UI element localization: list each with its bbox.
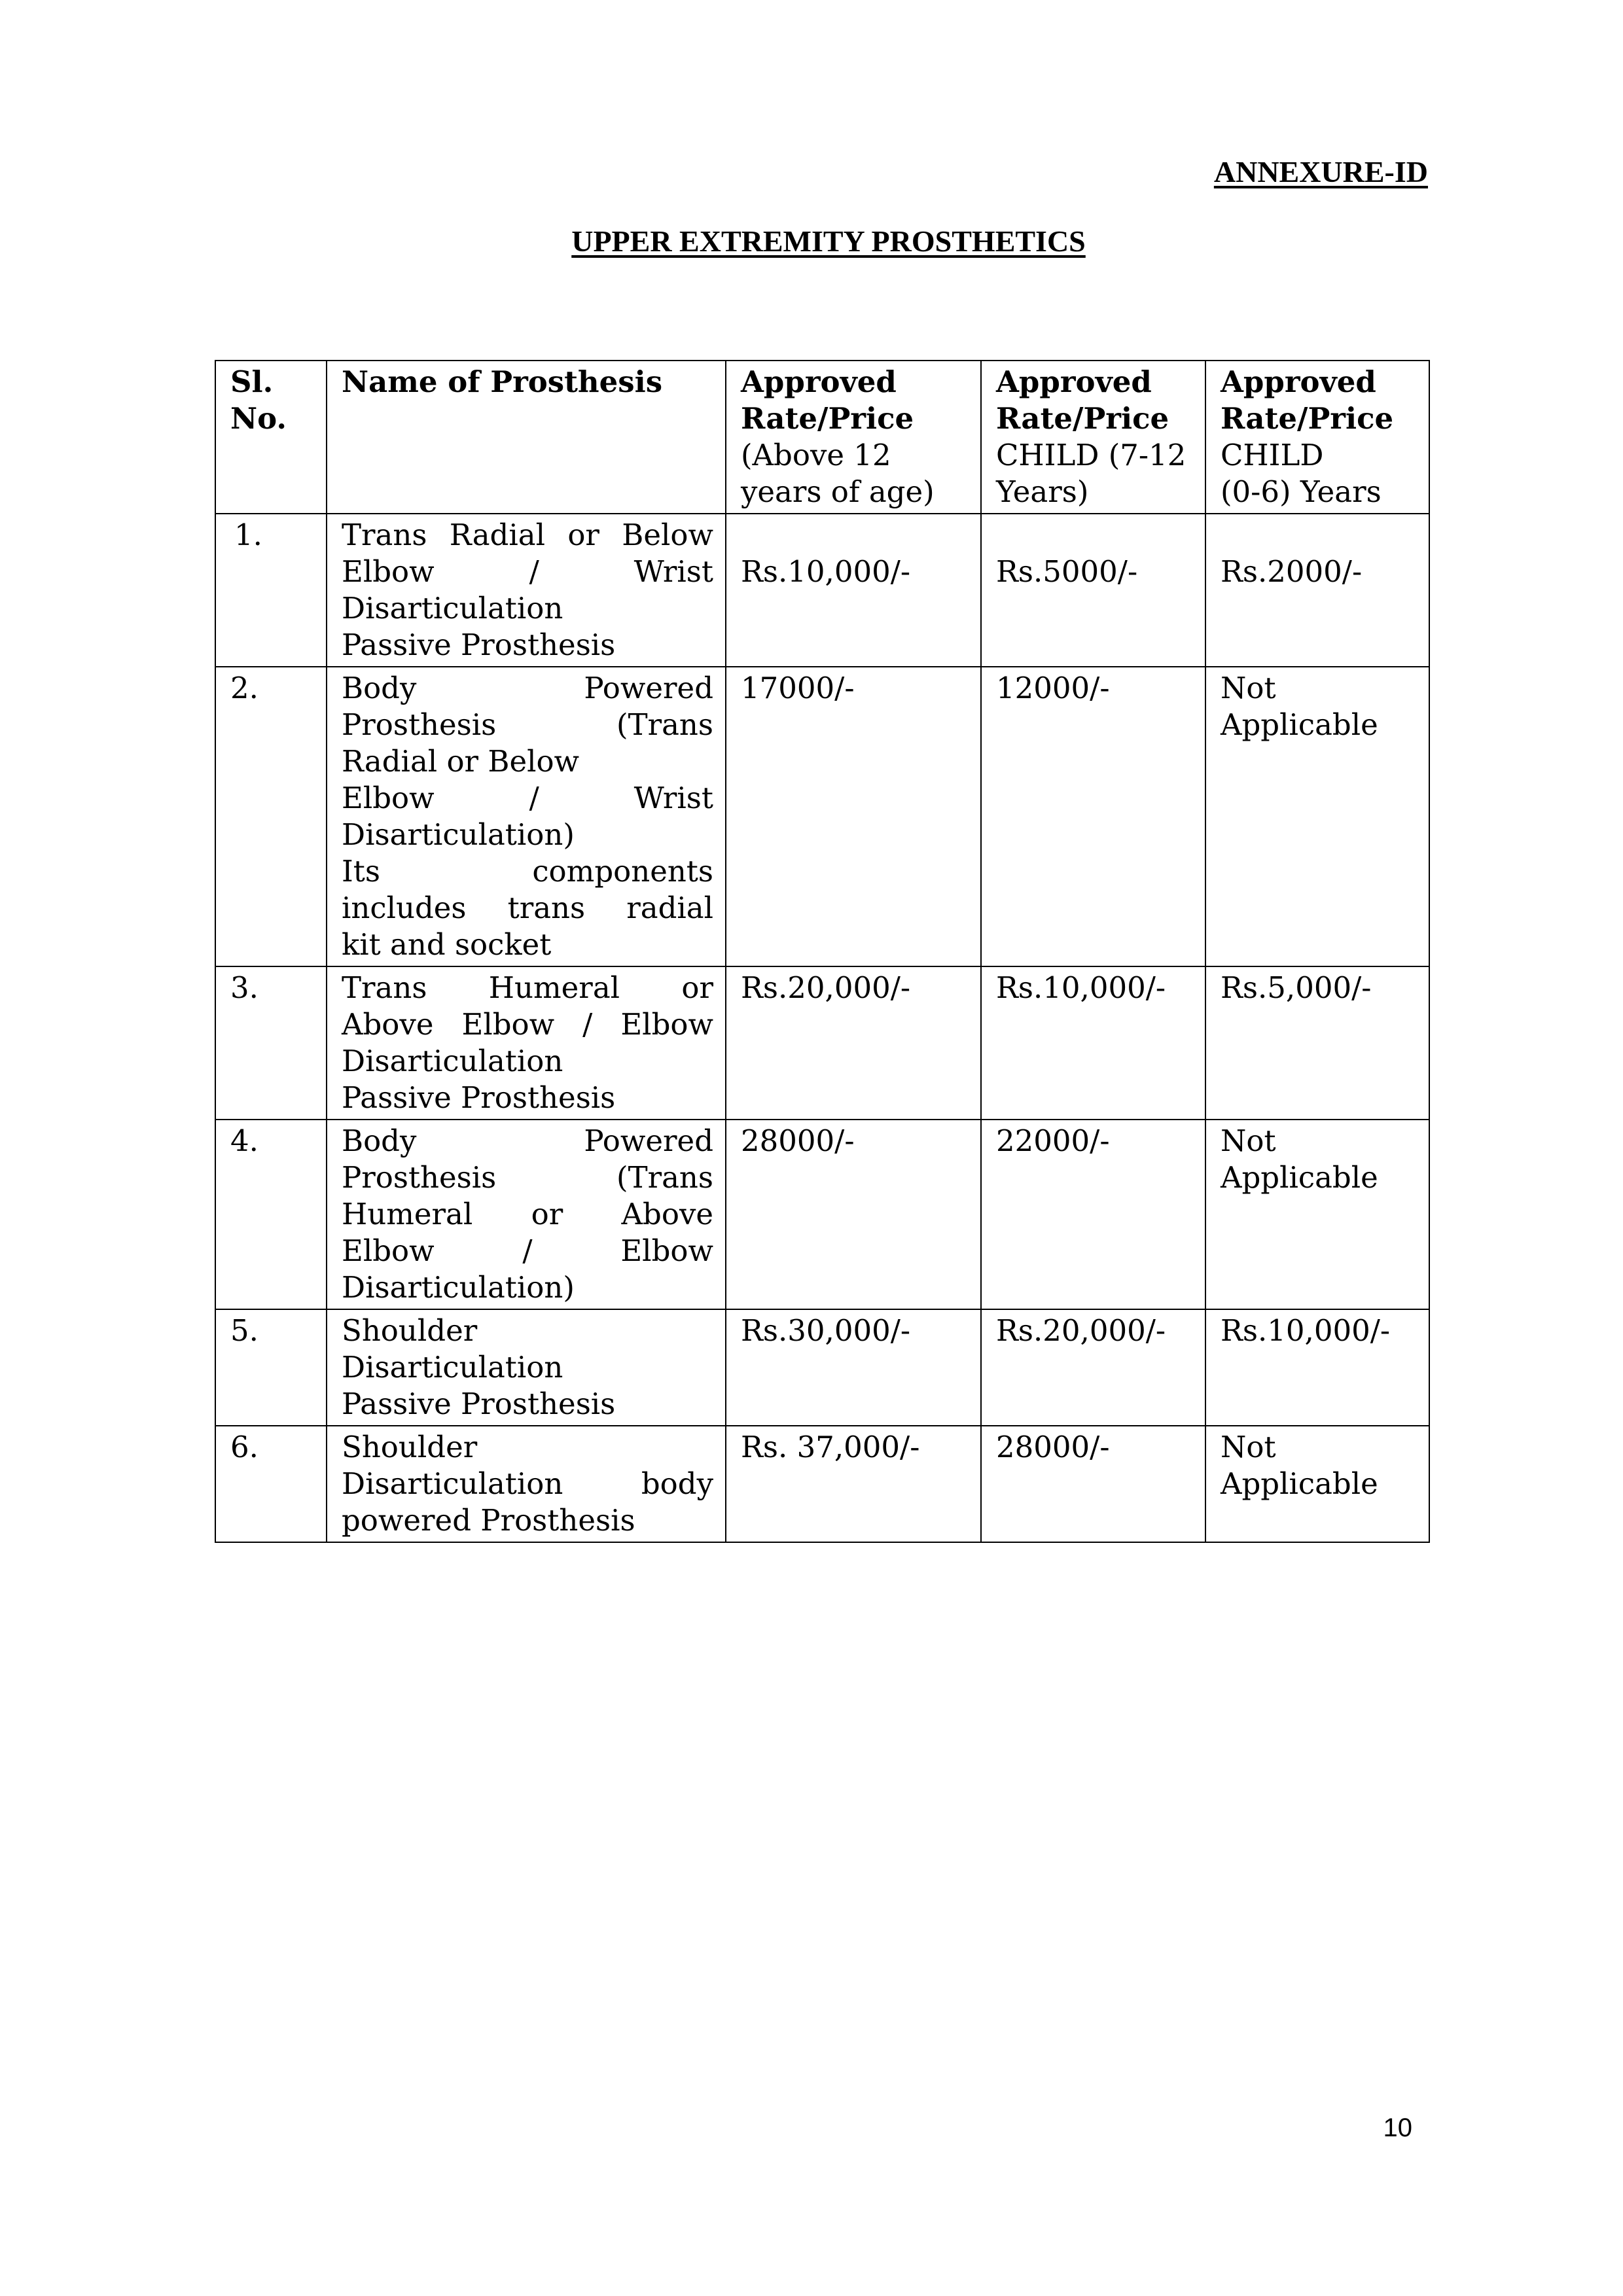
row-prosthesis-name: Body Powered Prosthesis (Trans Humeral or Above Elbow / Elbow Disarticulation) (327, 1120, 726, 1309)
row-adult-rate: Rs.20,000/- (726, 966, 981, 1120)
table-row (215, 1309, 1429, 1426)
table-row (215, 1120, 1429, 1309)
table-row (215, 667, 1429, 966)
table-row (215, 1426, 1429, 1542)
header-sl-no: Sl. No. (215, 361, 327, 514)
table-header-row (215, 361, 1429, 514)
row-sl-no: 3. (215, 966, 327, 1120)
row-sl-no: 4. (215, 1120, 327, 1309)
row-child-7-12-rate: 28000/- (981, 1426, 1205, 1542)
row-sl-no: 1. (215, 514, 327, 667)
row-adult-rate: Rs.30,000/- (726, 1309, 981, 1426)
row-child-7-12-rate: Rs.20,000/- (981, 1309, 1205, 1426)
row-prosthesis-name: Trans Humeral or Above Elbow / Elbow Disarticulation Passive Prosthesis (327, 966, 726, 1120)
table-row (215, 966, 1429, 1120)
row-child-7-12-rate: 22000/- (981, 1120, 1205, 1309)
row-child-0-6-rate: Rs.5,000/- (1205, 966, 1429, 1120)
row-prosthesis-name: Body Powered Prosthesis (Trans Radial or Below Elbow / Wrist Disarticulation) Its components includes trans radial kit and socket (327, 667, 726, 966)
row-child-7-12-rate: 12000/- (981, 667, 1205, 966)
header-adult-rate: Approved Rate/Price (Above 12 years of age) (726, 361, 981, 514)
row-sl-no: 5. (215, 1309, 327, 1426)
header-name-of-prosthesis: Name of Prosthesis (327, 361, 726, 514)
row-prosthesis-name: Shoulder Disarticulation body powered Prosthesis (327, 1426, 726, 1542)
header-child-0-6-rate: Approved Rate/Price CHILD (0-6) Years (1205, 361, 1429, 514)
annexure-label: ANNEXURE-ID (1213, 155, 1428, 188)
row-adult-rate: Rs.10,000/- (726, 514, 981, 667)
row-child-7-12-rate: Rs.10,000/- (981, 966, 1205, 1120)
table-row (215, 514, 1429, 667)
row-child-0-6-rate: Not Applicable (1205, 1426, 1429, 1542)
row-child-0-6-rate: Not Applicable (1205, 1120, 1429, 1309)
row-child-0-6-rate: Not Applicable (1205, 667, 1429, 966)
row-adult-rate: Rs. 37,000/- (726, 1426, 981, 1542)
row-prosthesis-name: Shoulder Disarticulation Passive Prosthesis (327, 1309, 726, 1426)
row-sl-no: 2. (215, 667, 327, 966)
price-table (215, 360, 1430, 1543)
row-child-7-12-rate: Rs.5000/- (981, 514, 1205, 667)
row-sl-no: 6. (215, 1426, 327, 1542)
page-number: 10 (1383, 2113, 1412, 2142)
row-child-0-6-rate: Rs.10,000/- (1205, 1309, 1429, 1426)
row-adult-rate: 28000/- (726, 1120, 981, 1309)
header-child-7-12-rate: Approved Rate/Price CHILD (7-12 Years) (981, 361, 1205, 514)
row-prosthesis-name: Trans Radial or Below Elbow / Wrist Disarticulation Passive Prosthesis (327, 514, 726, 667)
document-title: UPPER EXTREMITY PROSTHETICS (571, 224, 1086, 258)
row-adult-rate: 17000/- (726, 667, 981, 966)
row-child-0-6-rate: Rs.2000/- (1205, 514, 1429, 667)
